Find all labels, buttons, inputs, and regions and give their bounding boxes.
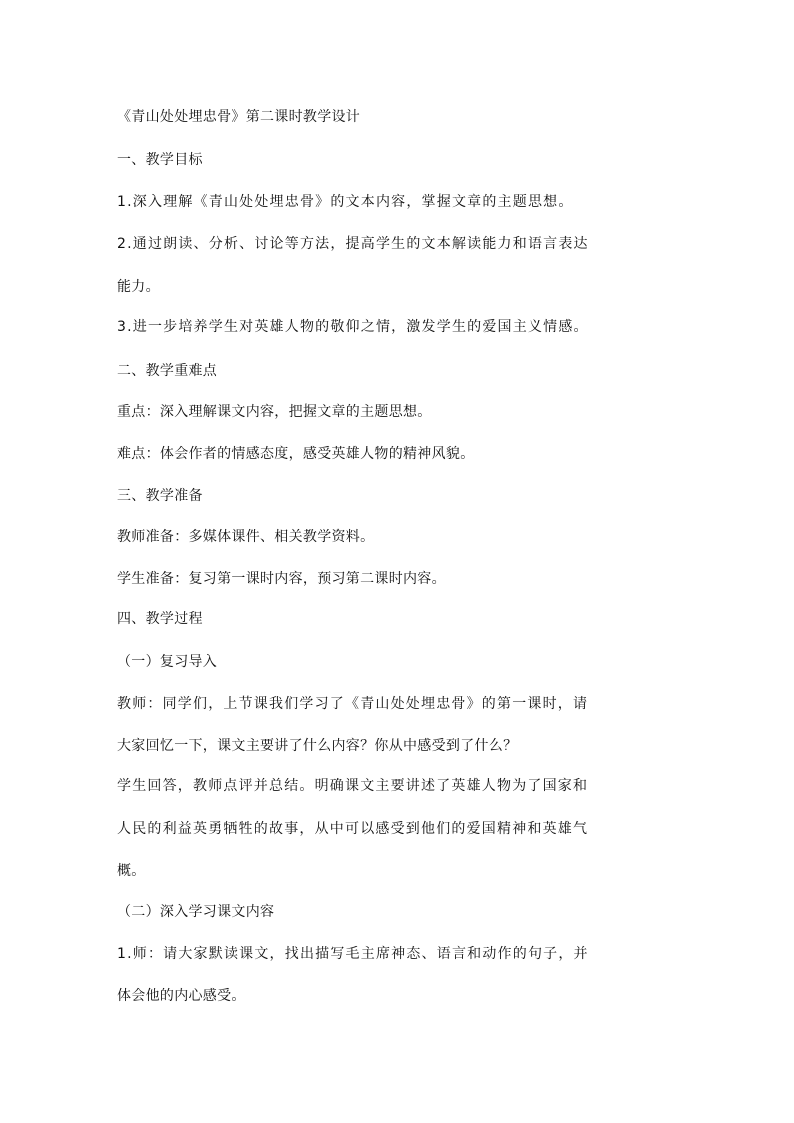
subsection-heading-review: （一）复习导入 <box>117 654 218 670</box>
paragraph-line: 重点：深入理解课文内容，把握文章的主题思想。 <box>117 404 432 420</box>
paragraph-line: 体会他的内心感受。 <box>117 988 246 1004</box>
paragraph-line: 能力。 <box>117 279 160 295</box>
paragraph-line: 2.通过朗读、分析、讨论等方法，提高学生的文本解读能力和语言表达 <box>117 236 589 252</box>
section-heading-key-points: 二、教学重难点 <box>117 363 218 379</box>
paragraph-line: 难点：体会作者的情感态度，感受英雄人物的精神风貌。 <box>117 446 475 462</box>
section-heading-objectives: 一、教学目标 <box>117 152 203 168</box>
paragraph-line: 学生回答，教师点评并总结。明确课文主要讲述了英雄人物为了国家和 <box>117 778 589 794</box>
paragraph-line: 教师：同学们，上节课我们学习了《青山处处埋忠骨》的第一课时，请 <box>117 696 589 712</box>
paragraph-line: 3.进一步培养学生对英雄人物的敬仰之情，激发学生的爱国主义情感。 <box>117 319 589 335</box>
paragraph-line: 大家回忆一下，课文主要讲了什么内容？你从中感受到了什么？ <box>117 738 518 754</box>
paragraph-line: 1.深入理解《青山处处埋忠骨》的文本内容，掌握文章的主题思想。 <box>117 194 574 210</box>
paragraph-line: 1.师：请大家默读课文，找出描写毛主席神态、语言和动作的句子，并 <box>117 946 589 962</box>
paragraph-line: 人民的利益英勇牺牲的故事，从中可以感受到他们的爱国精神和英雄气 <box>117 821 589 837</box>
section-heading-preparation: 三、教学准备 <box>117 488 203 504</box>
subsection-heading-study: （二）深入学习课文内容 <box>117 904 275 920</box>
paragraph-line: 概。 <box>117 863 146 879</box>
paragraph-line: 教师准备：多媒体课件、相关教学资料。 <box>117 529 375 545</box>
section-heading-process: 四、教学过程 <box>117 611 203 627</box>
document-title: 《青山处处埋忠骨》第二课时教学设计 <box>117 109 361 125</box>
paragraph-line: 学生准备：复习第一课时内容，预习第二课时内容。 <box>117 571 446 587</box>
